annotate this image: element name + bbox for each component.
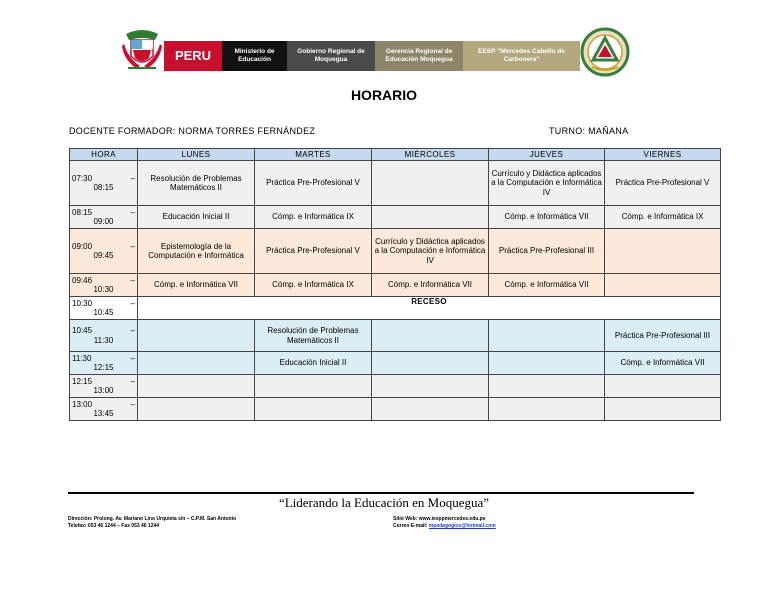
time-cell <box>70 161 138 206</box>
class-cell <box>489 398 605 421</box>
footer-email-line <box>393 523 496 530</box>
time-start: 08:15 <box>72 207 93 217</box>
table-header-row <box>70 149 721 161</box>
footer-phone: Telefax: 053 46 1244 – Fax 053 46 1244 <box>68 523 160 529</box>
class-cell: Educación Inicial II <box>255 352 372 375</box>
class-cell <box>138 398 255 421</box>
table-row <box>70 375 721 398</box>
school-logo-icon <box>580 27 630 77</box>
time-end: 10:45 <box>93 308 114 317</box>
class-cell <box>255 398 372 421</box>
header-jueves: JUEVES <box>489 149 605 161</box>
footer-address-block <box>68 516 236 530</box>
class-cell: Cómp. e Informática IX <box>605 206 721 229</box>
time-cell <box>70 398 138 421</box>
time-cell <box>70 320 138 352</box>
class-cell: Currículo y Didáctica aplicados a la Computación e Informática IV <box>489 161 605 206</box>
class-cell: Práctica Pre-Profesional III <box>605 320 721 352</box>
footer-divider <box>68 492 694 494</box>
time-cell <box>70 274 138 297</box>
regional-education-office-band: Gerencia Regional de Educación Moquegua <box>375 41 463 71</box>
time-start: 11:30 <box>72 353 92 363</box>
footer-motto: “Liderando la Educación en Moquegua” <box>278 495 490 510</box>
time-end: 10:30 <box>93 285 114 294</box>
class-cell <box>372 161 489 206</box>
time-dash: – <box>130 399 135 409</box>
time-end: 11:30 <box>93 335 114 345</box>
time-dash: – <box>130 326 135 335</box>
class-cell: Educación Inicial II <box>138 206 255 229</box>
class-cell: Cómp. e Informática IX <box>255 206 372 229</box>
table-row <box>70 206 721 229</box>
class-cell <box>605 274 721 297</box>
time-cell <box>70 352 138 375</box>
class-cell: Cómp. e Informática VII <box>489 274 605 297</box>
teacher-name: DOCENTE FORMADOR: NORMA TORRES FERNÁNDEZ <box>69 126 316 136</box>
time-dash: – <box>130 376 135 386</box>
time-cell <box>70 229 138 274</box>
class-cell <box>605 229 721 274</box>
time-start: 13:00 <box>72 399 93 409</box>
time-end: 13:00 <box>93 386 114 395</box>
peru-coat-of-arms-icon <box>122 28 162 72</box>
time-cell <box>70 297 138 320</box>
page-title: HORARIO <box>350 87 418 103</box>
class-cell <box>372 398 489 421</box>
class-cell <box>138 320 255 352</box>
time-dash: – <box>130 173 135 183</box>
time-start: 10:30 <box>72 298 93 308</box>
class-cell <box>255 375 372 398</box>
time-end: 08:15 <box>93 183 114 192</box>
table-row <box>70 352 721 375</box>
time-end: 09:00 <box>93 217 114 226</box>
footer-website: Sitio Web: www.iesppmercedes.edu.pe <box>393 516 486 522</box>
class-cell: Práctica Pre-Profesional V <box>255 229 372 274</box>
recess-cell: RECESO <box>138 297 721 320</box>
footer-email-link[interactable]: mpedagogico@hotmail.com <box>428 523 496 529</box>
class-cell <box>138 375 255 398</box>
shift-label: TURNO: MAÑANA <box>549 126 629 136</box>
time-end: 13:45 <box>93 409 114 418</box>
class-cell <box>372 352 489 375</box>
time-dash: – <box>130 298 135 308</box>
time-start: 09:46 <box>72 275 93 285</box>
class-cell <box>605 375 721 398</box>
table-row <box>70 274 721 297</box>
time-dash: – <box>130 241 135 251</box>
class-cell <box>138 352 255 375</box>
footer-web-block <box>393 516 496 530</box>
time-start: 09:00 <box>72 241 93 251</box>
class-cell: Epistemología de la Computación e Informática <box>138 229 255 274</box>
time-end: 12:15 <box>93 363 114 372</box>
class-cell: Cómp. e Informática IX <box>255 274 372 297</box>
ministry-band: Ministerio de Educación <box>222 41 287 71</box>
class-cell: Cómp. e Informática VII <box>489 206 605 229</box>
time-dash: – <box>130 207 135 217</box>
footer-address: Dirección: Prolong. Av. Mariano Lino Urquieta s/n – C.P.M. San Antonio <box>68 516 237 522</box>
class-cell: Resolución de Problemas Matemáticos II <box>255 320 372 352</box>
table-row <box>70 398 721 421</box>
school-band: EESP "Mercedes Cabello de Carbonera" <box>463 41 580 71</box>
time-cell <box>70 206 138 229</box>
time-cell <box>70 375 138 398</box>
header-viernes: VIERNES <box>605 149 721 161</box>
class-cell: Práctica Pre-Profesional V <box>605 161 721 206</box>
class-cell: Resolución de Problemas Matemáticos II <box>138 161 255 206</box>
time-end: 09:45 <box>93 251 114 260</box>
peru-band: PERU <box>164 41 222 71</box>
class-cell <box>372 375 489 398</box>
header-hora: HORA <box>70 149 138 161</box>
table-row <box>70 297 721 320</box>
table-row <box>70 320 721 352</box>
header-miercoles: MIÉRCOLES <box>372 149 489 161</box>
time-start: 10:45 <box>72 326 93 335</box>
class-cell: Práctica Pre-Profesional V <box>255 161 372 206</box>
class-cell: Cómp. e Informática VII <box>605 352 721 375</box>
class-cell <box>372 320 489 352</box>
class-cell: Currículo y Didáctica aplicados a la Computación e Informática IV <box>372 229 489 274</box>
time-start: 12:15 <box>72 376 93 386</box>
regional-government-band: Gobierno Regional de Moquegua <box>287 41 375 71</box>
schedule-table <box>69 148 721 421</box>
class-cell: Cómp. e Informática VII <box>372 274 489 297</box>
header-martes: MARTES <box>255 149 372 161</box>
table-row <box>70 229 721 274</box>
class-cell <box>605 398 721 421</box>
class-cell <box>489 320 605 352</box>
class-cell <box>372 206 489 229</box>
class-cell: Cómp. e Informática VII <box>138 274 255 297</box>
time-dash: – <box>130 275 135 285</box>
class-cell <box>489 375 605 398</box>
class-cell: Práctica Pre-Profesional III <box>489 229 605 274</box>
time-start: 07:30 <box>72 173 93 183</box>
class-cell <box>489 352 605 375</box>
time-dash: – <box>130 353 135 363</box>
header-lunes: LUNES <box>138 149 255 161</box>
table-row <box>70 161 721 206</box>
footer-email-label: Correo E-mail: <box>393 523 428 529</box>
